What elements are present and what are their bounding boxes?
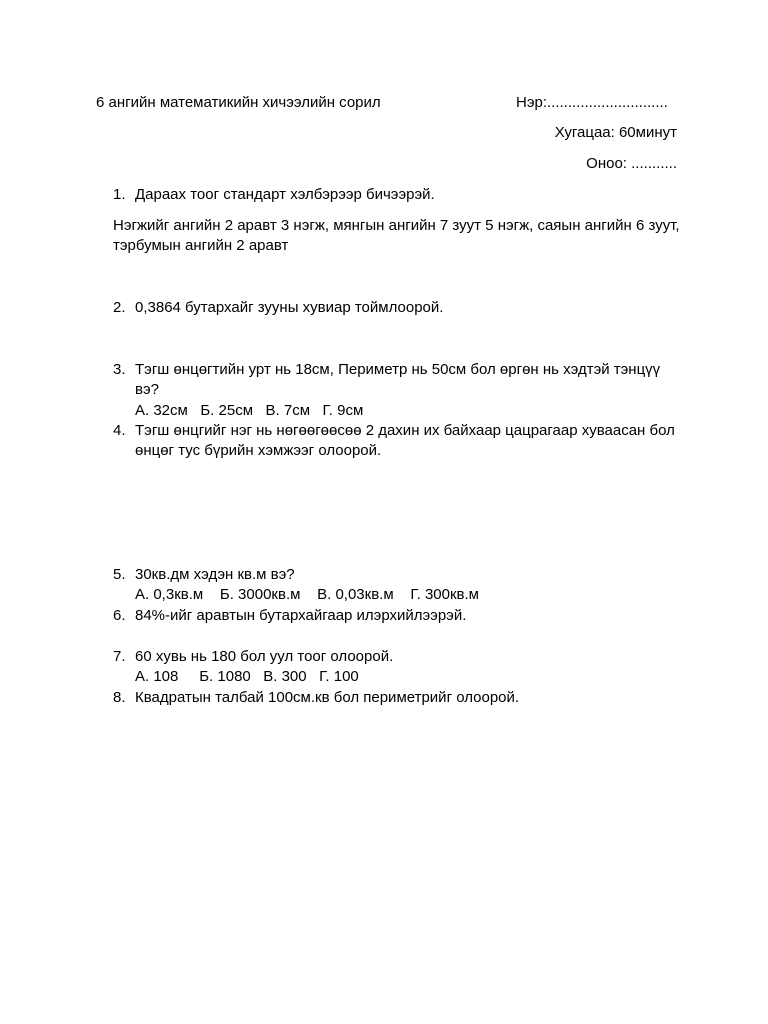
question-text: 0,3864 бутархайг зууны хувиар тоймлоорой. [135,299,444,316]
time-limit: Хугацаа: 60минут [554,124,677,141]
question-number: 5. [113,566,126,583]
question-text: 60 хувь нь 180 бол уул тоог олоорой. [135,648,394,665]
question-text: Дараах тоог стандарт хэлбэрээр бичээрэй. [135,186,435,203]
answer-options: А. 32см Б. 25см В. 7см Г. 9см [135,402,364,419]
question-text: Тэгш өнцгийг нэг нь нөгөөгөөсөө 2 дахин их байхаар цацрагаар хуваасан бол өнцөг тус бүрийн хэмжээг олоорой. [135,422,675,459]
question-text: Квадратын талбай 100см.кв бол периметрийг олоорой. [135,689,520,706]
answer-options: А. 0,3кв.м Б. 3000кв.м В. 0,03кв.м Г. 300кв.м [135,586,479,603]
question-number: 6. [113,607,126,624]
question-detail: Нэгжийг ангийн 2 аравт 3 нэгж, мянгын ангийн 7 зуут 5 нэгж, саяын ангийн 6 зуут, тэрбумын ангийн 2 аравт [113,217,680,254]
question-text: 84%-ийг аравтын бутархайгаар илэрхийлээрэй. [135,607,467,624]
name-field: Нэр:............................. [516,94,668,111]
question-number: 7. [113,648,126,665]
score-field: Оноо: ........... [586,155,677,172]
question-number: 8. [113,689,126,706]
question-number: 2. [113,299,126,316]
question-text: Тэгш өнцөгтийн урт нь 18см, Периметр нь 50см бол өргөн нь хэдтэй тэнцүү вэ? [135,361,661,398]
answer-options: А. 108 Б. 1080 В. 300 Г. 100 [135,668,359,685]
question-text: 30кв.дм хэдэн кв.м вэ? [135,566,295,583]
question-number: 4. [113,422,126,439]
question-number: 3. [113,361,126,378]
question-number: 1. [113,186,126,203]
page-title: 6 ангийн математикийн хичээлийн сорил [96,94,381,111]
